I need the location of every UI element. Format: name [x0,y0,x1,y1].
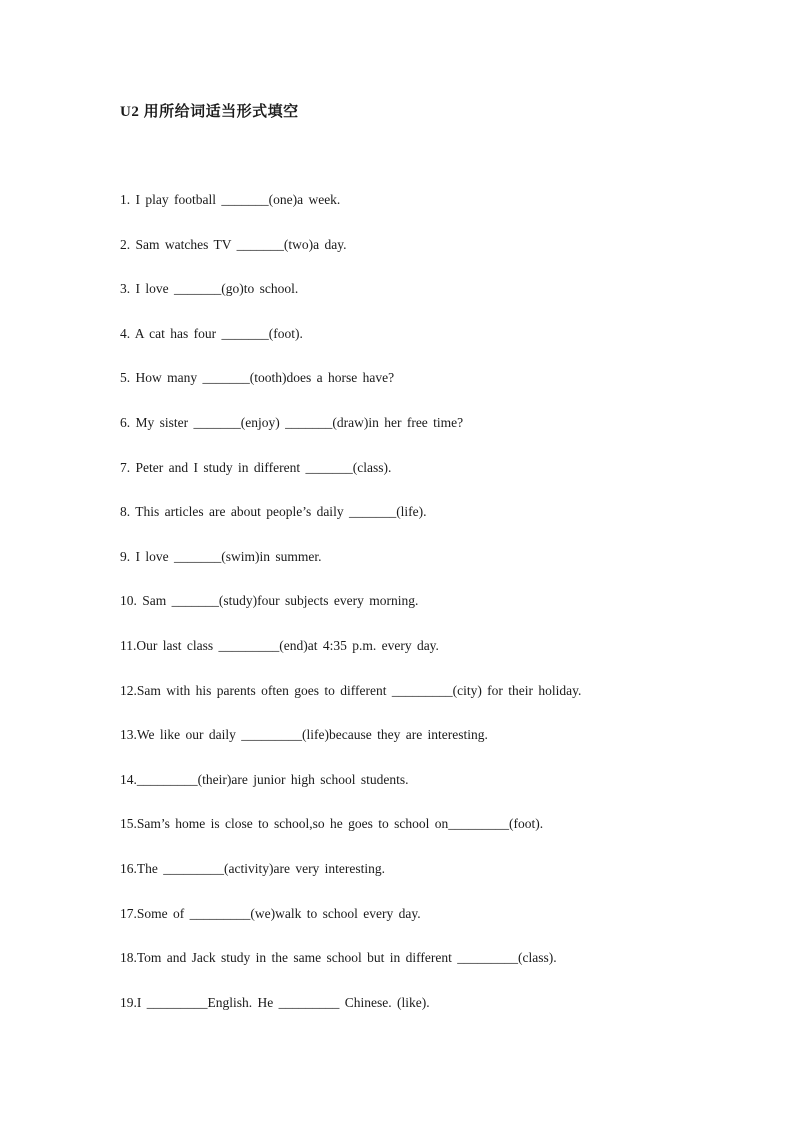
exercise-item-9: 9. I love _______(swim)in summer. [120,548,322,564]
exercise-item-10: 10. Sam _______(study)four subjects every morning. [120,593,419,609]
exercise-item-6: 6. My sister _______(enjoy) _______(draw)in her free time? [120,414,464,430]
exercise-list [120,190,760,1037]
exercise-item-17: 17.Some of _________(we)walk to school every day. [120,905,421,921]
exercise-item-7: 7. Peter and I study in different _______(class). [120,459,392,475]
exercise-item-16: 16.The _________(activity)are very interesting. [120,860,386,876]
exercise-item-2: 2. Sam watches TV _______(two)a day. [120,236,347,252]
exercise-item-8: 8. This articles are about people’s daily _______(life). [120,504,427,520]
exercise-item-3: 3. I love _______(go)to school. [120,281,299,297]
exercise-item-1: 1. I play football _______(one)a week. [120,192,341,207]
exercise-item-15: 15.Sam’s home is close to school,so he goes to school on_________(foot). [120,816,544,832]
exercise-item-18: 18.Tom and Jack study in the same school but in different _________(class). [120,950,557,966]
exercise-item-14: 14._________(their)are junior high school students. [120,771,409,787]
exercise-item-13: 13.We like our daily _________(life)because they are interesting. [120,727,488,743]
exercise-item-5: 5. How many _______(tooth)does a horse have? [120,370,395,386]
exercise-item-11: 11.Our last class _________(end)at 4:35 p.m. every day. [120,637,439,653]
exercise-item-12: 12.Sam with his parents often goes to different _________(city) for their holiday. [120,682,582,698]
page-title: U2 用所给词适当形式填空 [120,104,299,120]
exercise-item-4: 4. A cat has four _______(foot). [120,325,303,341]
exercise-item-19: 19.I _________English. He _________ Chinese. (like). [120,994,430,1010]
